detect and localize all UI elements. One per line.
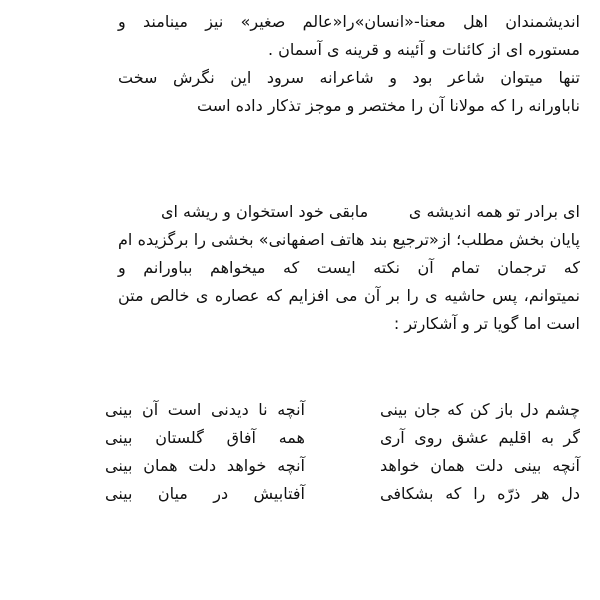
text-line: ناباورانه را که مولانا آن را مختصر و موجز تذکار داده است	[197, 96, 580, 115]
text-line: نمیتوانم، پس حاشیه ی را بر آن می افزایم که عصاره ی خالص متن	[118, 286, 580, 305]
second-paragraph	[118, 198, 580, 338]
text-line: که ترجمان تمام آن نکته ایست که میخواهم بباورانم و	[118, 258, 580, 277]
poem-couplet	[105, 424, 580, 452]
quoted-verse: ای برادر تو همه اندیشه ی مابقی خود استخوان و ریشه ای	[160, 202, 580, 221]
text-line: است اما گویا تر و آشکارتر :	[393, 314, 580, 333]
first-hemistich: گر به اقلیم عشق روی آری	[380, 428, 580, 447]
poem-couplet	[105, 480, 580, 508]
second-hemistich: آفتابیش در میان بینی	[105, 484, 305, 503]
second-hemistich: آنچه خواهد دلت همان بینی	[105, 456, 305, 475]
first-hemistich: چشم دل باز کن که جان بینی	[380, 400, 580, 419]
text-line: پایان بخش مطلب؛ از«ترجیع بند هاتف اصفهانی» بخشی را برگزیده ام	[118, 230, 580, 249]
first-hemistich: آنچه بینی دلت همان خواهد	[380, 456, 580, 475]
first-hemistich: دل هر ذرّه را که بشکافی	[380, 484, 580, 503]
text-line: اندیشمندان اهل معنا-«انسان»را«عالم صغیر» نیز مینامند و	[118, 12, 580, 31]
text-line: تنها میتوان شاعر بود و شاعرانه سرود این نگرش سخت	[118, 68, 580, 87]
poem-couplet	[105, 452, 580, 480]
second-hemistich: آنچه نا دیدنی است آن بینی	[105, 400, 305, 419]
poem	[105, 396, 580, 508]
poem-couplet	[105, 396, 580, 424]
second-hemistich: همه آفاق گلستان بینی	[105, 428, 305, 447]
intro-paragraph	[118, 8, 580, 120]
text-line: مستوره ای از کائنات و آئینه و قرینه ی آسمان .	[267, 40, 580, 59]
